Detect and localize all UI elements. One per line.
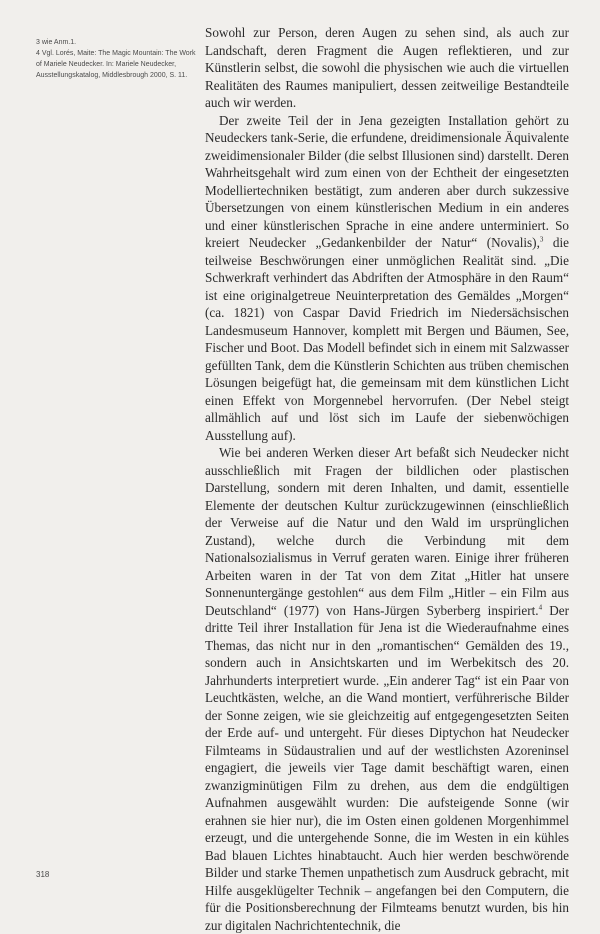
footnote-3: 3 wie Anm.1. <box>36 39 77 46</box>
paragraph-2-text-a: Der zweite Teil der in Jena gezeigten Installation gehört zu Neudeckers tank-Serie, die erfundene, dreidimensionale Äquivalente zweidimensionaler Bilder (die selbst Illusionen sind) darstellt. Deren Wahrheitsgehalt wird zum einen von der Echtheit der eingesetzten Modelliertechniken bestätigt, zum anderen aber durch sukzessive Übersetzungen von einem künstlerischen Medium in ein anderes und einer künstlerischen Sprache in eine andere unterminiert. So kreiert Neudecker „Gedankenbilder der Natur“ (Novalis), <box>205 112 569 250</box>
footnote-4: 4 Vgl. Lorés, Maite: The Magic Mountain: The Work of Mariele Neudecker. In: Mariele Neudecker, Ausstellungskatalog, Middlesbrough 2000, S. 11. <box>36 50 196 79</box>
footnotes <box>36 37 198 81</box>
paragraph-1-text: Sowohl zur Person, deren Augen zu sehen sind, als auch zur Landschaft, deren Fragment die Augen reflektieren, und zur Künstlerin selbst, die sowohl die physischen wie auch die virtuellen Realitäten des Raumes manipuliert, dessen zeitweilige Bestandteile auch wir werden. <box>205 25 569 110</box>
paragraph-3-text-b: Der dritte Teil ihrer Installation für Jena ist die Wiederaufnahme eines Themas, das nicht nur in den „romantischen“ Gemälden des 19., sondern auch in Ansichtskarten und im Werbekitsch des 20. Jahrhunderts interpretiert wurde. „Ein anderer Tag“ ist ein Paar von Leuchtkästen, welche, an die Wand montiert, verführerische Bilder der Sonne zeigen, wie sie gleichzeitig auf entgegengesetzten Seiten der Erde auf- und untergeht. Für dieses Diptychon hat Neudecker Filmteams in Südaustralien und auf der westlichsten Azoreninsel engagiert, die jeweils vier Tage damit beschäftigt waren, einen zwanzigminütigen Film zu drehen, aus dem die endgültigen Aufnahmen ausgewählt wurden: Die aufsteigende Sonne (wir erahnen sie hier nur), die im Osten einen goldenen Morgenhimmel erzeugt, und die untergehende Sonne, die im Westen in ein kühles Bad blauen Lichtes hinabtaucht. Auch hier werden beschwörende Bilder und starke Themen unpathetisch zum Ausdruck gebracht, mit Hilfe ausgeklügelter Technik – angefangen bei den Computern, die für die Positionsberechnung der Filmteams benutzt wurden, bis hin zur digitalen Nachrichtentechnik, die <box>205 602 569 933</box>
main-text <box>205 24 569 934</box>
paragraph-2 <box>205 112 569 445</box>
paragraph-3-text-a: Wie bei anderen Werken dieser Art befaßt sich Neudecker nicht ausschließlich mit Fragen der bildlichen oder plastischen Darstellung, sondern mit deren Inhalten, und damit, essentielle Elemente der deutschen Kultur zurückzugewinnen (einschließlich der Verweise auf die Natur und den Wald im ursprünglichen Zustand), welche durch die Verbindung mit dem Nationalsozialismus in Verruf geraten waren. Einige ihrer früheren Arbeiten waren in der Tat von dem Zitat „Hitler hat unsere Sonnenuntergänge gestohlen“ aus dem Film „Hitler – ein Film aus Deutschland“ (1977) von Hans-Jürgen Syberberg inspiriert. <box>205 445 569 618</box>
footnote-ref-4: 4 <box>538 603 543 612</box>
paragraph-2-text-b: die teilweise Beschwörungen einer unmöglichen Realität sind. „Die Schwerkraft verhindert das Abdriften der Atmosphäre in den Raum“ ist eine originalgetreue Neuinterpretation des Gemäldes „Morgen“ (ca. 1821) von Caspar David Friedrich im Niedersächsischen Landesmuseum Hannover, komplett mit Bergen und Bäumen, See, Fischer und Boot. Das Modell befindet sich in einem mit Salzwasser gefüllten Tank, dem die Künstlerin Schichten aus trüben chemischen Lösungen beigefügt hat, die gemeinsam mit dem künstlichen Licht einen Effekt von Morgennebel hervorrufen. (Der Nebel steigt allmählich auf und löst sich im Laufe der siebenwöchigen Ausstellung auf). <box>205 235 569 443</box>
paragraph-3 <box>205 444 569 934</box>
page-number: 318 <box>36 870 50 879</box>
paragraph-1 <box>205 24 569 112</box>
footnote-ref-3: 3 <box>539 235 544 244</box>
